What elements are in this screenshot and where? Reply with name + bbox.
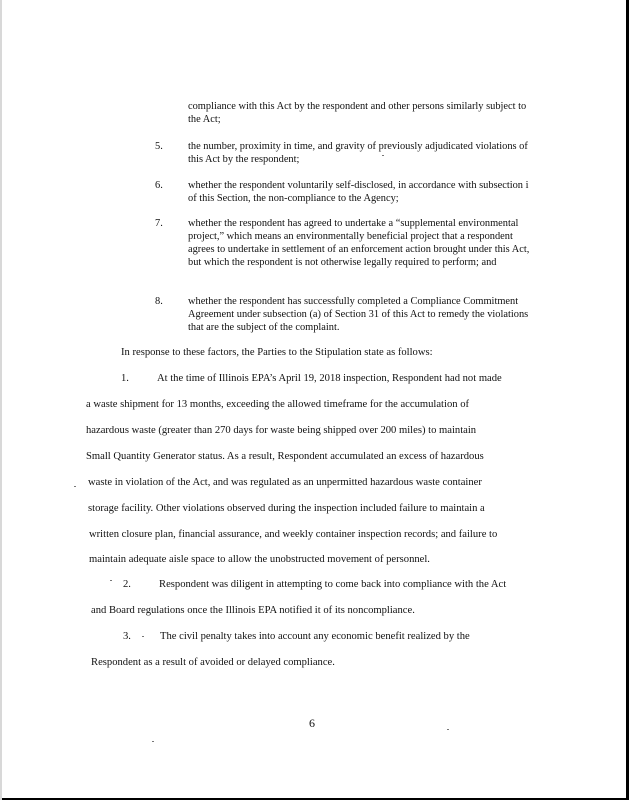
paragraph-number: 3. [123,631,131,642]
paragraph-number: 1. [121,373,129,384]
paragraph-number: 2. [123,579,131,590]
factor-number: 8. [155,296,163,307]
scan-edge [0,0,2,800]
scan-speck [74,486,76,487]
scan-speck [382,155,384,156]
paragraph-line: Small Quantity Generator status. As a result, Respondent accumulated an excess of hazardous [86,451,484,462]
page-number: 6 [309,716,315,730]
factor-text: whether the respondent has successfully completed a Compliance Commitment Agreement under subsection (a) of Section 31 of this Act to remedy the violations that are the subject of the complaint. [188,296,529,333]
paragraph-line: maintain adequate aisle space to allow the unobstructed movement of personnel. [89,554,430,565]
paragraph-line: and Board regulations once the Illinois EPA notified it of its noncompliance. [91,605,415,616]
paragraph-line: written closure plan, financial assurance, and weekly container inspection records; and failure to [89,529,498,540]
factor-number: 7. [155,218,163,229]
paragraph-line: Respondent was diligent in attempting to come back into compliance with the Act [159,579,507,590]
scan-speck [152,741,154,742]
factor-number: 5. [155,141,163,152]
factor-text: the number, proximity in time, and gravity of previously adjudicated violations of this Act by the respondent; [188,141,528,165]
factor-number: 6. [155,180,163,191]
scan-speck [142,636,144,637]
paragraph-line: Respondent as a result of avoided or delayed compliance. [91,657,335,668]
scan-speck [447,729,449,730]
paragraph-line: a waste shipment for 13 months, exceeding the allowed timeframe for the accumulation of [86,399,470,410]
paragraph-line: storage facility. Other violations observed during the inspection included failure to maintain a [88,503,485,514]
paragraph-line: waste in violation of the Act, and was regulated as an unpermitted hazardous waste container [88,477,482,488]
paragraph-line: The civil penalty takes into account any economic benefit realized by the [160,631,470,642]
factor-text: whether the respondent has agreed to undertake a “supplemental environmental project,” which means an environmentally beneficial project that a respondent agrees to undertake in settlement of an enforcement action brought under this Act, but which the respondent is not otherwise legally required to perform; and [188,218,530,268]
paragraph-line: At the time of Illinois EPA’s April 19, 2018 inspection, Respondent had not made [157,373,502,384]
factor-text: whether the respondent voluntarily self-disclosed, in accordance with subsection i of this Section, the non-compliance to the Agency; [188,180,529,204]
intro-sentence: In response to these factors, the Parties to the Stipulation state as follows: [121,347,433,358]
scan-speck [110,580,112,581]
continuation-text: compliance with this Act by the respondent and other persons similarly subject to the Act; [188,101,527,125]
paragraph-line: hazardous waste (greater than 270 days for waste being shipped over 200 miles) to maintain [86,425,477,436]
